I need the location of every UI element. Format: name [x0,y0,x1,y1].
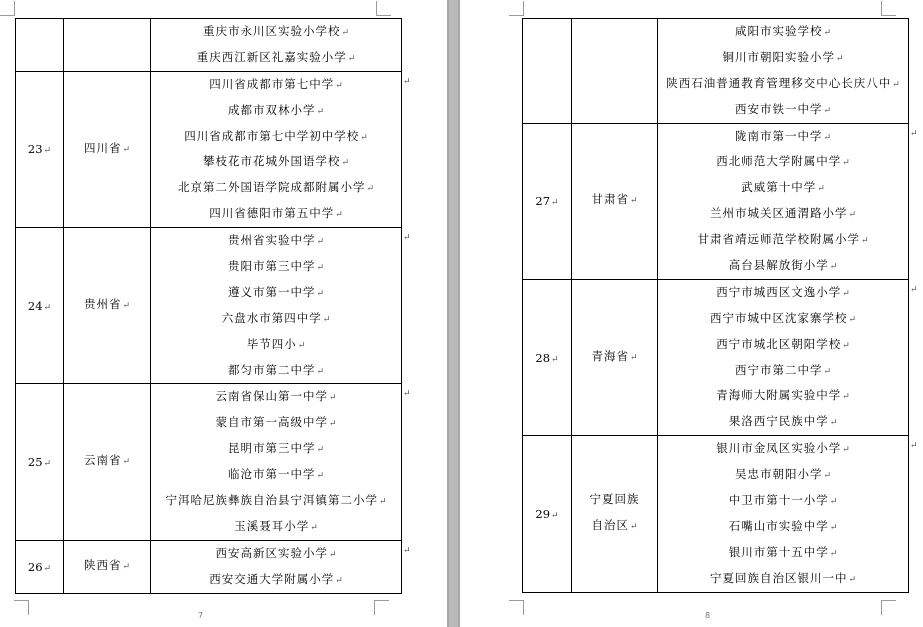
school-line [151,149,401,175]
crop-mark-bottom-left [14,600,29,615]
row-number: 27 [535,194,551,209]
paragraph-mark: ↵ [823,471,832,482]
paragraph-mark: ↵ [316,366,325,377]
paragraph-mark: ↵ [328,549,337,560]
school-name: 西宁市城中区沈家寨学校 [709,310,848,325]
school-line [658,45,908,71]
school-name: 四川省德阳市第五中学 [209,206,335,221]
paragraph-mark: ↵ [829,522,838,533]
province-cell [64,19,151,72]
paragraph-mark: ↵ [835,53,844,64]
school-line [658,514,908,540]
row-end-mark: ↵ [403,233,411,243]
school-name: 青海师大附属实验中学 [716,388,842,403]
province-name: 贵州省 [83,296,122,311]
paragraph-mark: ↵ [122,144,131,155]
row-end-mark: ↵ [910,285,918,295]
school-line [658,306,908,332]
crop-mark-top-right [881,1,896,16]
school-line [151,488,401,514]
crop-mark-bottom-left [509,600,524,615]
school-line [658,71,908,97]
paragraph-mark: ↵ [848,210,857,221]
province-name: 自治区 [591,517,629,532]
row-end-mark: ↵ [910,441,918,451]
school-line [658,280,908,306]
paragraph-mark: ↵ [842,392,850,403]
school-line [151,514,401,540]
paragraph-mark: ↵ [341,28,350,38]
school-name: 都匀市第二中学 [227,362,316,377]
school-line [658,462,908,488]
school-name: 兰州市城关区通渭路小学 [709,206,848,221]
paragraph-mark: ↵ [629,196,638,207]
school-line [151,98,401,124]
school-name: 贵州省实验中学 [227,233,316,248]
school-line [151,175,401,201]
school-name: 西安高新区实验小学 [215,545,328,560]
paragraph-mark: ↵ [43,459,52,470]
table-row [523,19,909,124]
paragraph-mark: ↵ [341,158,350,169]
province-name: 宁夏回族 [589,492,640,507]
school-line [658,97,908,123]
school-name: 银川市第十五中学 [728,544,829,559]
school-name: 陇南市第一中学 [734,128,823,143]
school-name: 陕西石油普通教育管理移交中心长庆八中 [666,75,892,90]
schools-cell [151,71,402,227]
school-line [658,19,908,45]
school-line [151,280,401,306]
school-name: 西宁市城北区朝阳学校 [716,336,842,351]
table-row [16,19,402,72]
table-row [523,436,909,592]
paragraph-mark: ↵ [842,288,850,299]
paragraph-mark: ↵ [366,184,375,195]
school-name: 石嘴山市实验中学 [728,518,829,533]
row-number: 25 [27,455,43,470]
paragraph-mark: ↵ [316,445,325,456]
school-line [151,436,401,462]
page-gutter [447,0,460,627]
school-line [658,383,908,409]
school-line [658,149,908,175]
school-name: 西宁市第二中学 [734,362,823,377]
school-name: 宁洱哈尼族彝族自治县宁洱镇第二小学 [165,493,378,508]
document-page-left [0,0,447,627]
school-line [658,540,908,566]
row-number-cell [523,19,572,124]
school-name: 西北师范大学附属中学 [716,154,842,169]
row-number-cell [523,436,572,592]
document-page-right [460,0,923,627]
paragraph-mark: ↵ [860,236,869,247]
paragraph-mark: ↵ [316,288,325,299]
school-name: 攀枝花市花城外国语学校 [202,154,341,169]
school-line [151,306,401,332]
province-cell [64,540,151,593]
schools-cell [658,19,909,124]
paragraph-mark: ↵ [347,53,356,64]
table-row [523,279,909,435]
row-number-cell [16,71,64,227]
province-name: 四川省 [83,140,122,155]
paragraph-mark: ↵ [316,237,325,248]
row-end-mark: ↵ [910,129,918,139]
paragraph-mark: ↵ [328,393,337,404]
province-name: 陕西省 [83,557,122,572]
school-name: 西安交通大学附属小学 [209,571,335,586]
paragraph-mark: ↵ [551,354,559,365]
school-name: 北京第二外国语学院成都附属小学 [177,180,366,195]
paragraph-mark: ↵ [823,366,832,377]
school-line [658,332,908,358]
schools-cell [151,228,402,384]
paragraph-mark: ↵ [43,563,52,574]
school-name: 高台县解放街小学 [728,258,829,273]
crop-mark-bottom-right [881,600,896,615]
school-name: 铜川市朝阳实验小学 [722,49,835,64]
province-cell [572,279,658,435]
school-line [658,488,908,514]
school-line [151,201,401,227]
row-number: 26 [27,559,43,574]
paragraph-mark: ↵ [829,497,838,508]
school-line [151,358,401,384]
page-number: 8 [705,611,711,620]
paragraph-mark: ↵ [848,314,857,325]
paragraph-mark: ↵ [316,471,325,482]
school-line [151,541,401,567]
paragraph-mark: ↵ [122,457,131,468]
school-line [658,253,908,279]
school-name: 临沧市第一中学 [227,467,316,482]
school-name: 四川省成都市第七中学 [209,76,335,91]
page-number: 7 [198,611,204,620]
school-name: 咸阳市实验学校 [734,24,823,38]
paragraph-mark: ↵ [823,105,832,116]
paragraph-mark: ↵ [829,262,838,273]
row-number: 29 [535,506,551,521]
paragraph-mark: ↵ [829,418,838,429]
school-line [151,462,401,488]
row-number: 24 [27,298,43,313]
school-line [658,436,908,462]
paragraph-mark: ↵ [335,80,343,91]
school-line [151,384,401,410]
province-cell [572,19,658,124]
crop-mark-top-right [376,1,391,16]
schools-cell [658,123,909,279]
school-name: 甘肃省靖远师范学校附属小学 [697,232,860,247]
school-line [151,72,401,98]
paragraph-mark: ↵ [629,352,638,363]
paragraph-mark: ↵ [310,522,318,533]
school-name: 四川省成都市第七中学初中学校 [184,128,360,143]
school-name: 西安市铁一中学 [734,101,823,116]
school-line [151,228,401,254]
school-line [658,124,908,150]
paragraph-mark: ↵ [551,198,559,209]
province-name: 青海省 [591,348,629,363]
table-row [523,123,909,279]
row-number: 23 [27,142,43,157]
paragraph-mark: ↵ [322,314,331,325]
school-name: 中卫市第十一小学 [728,493,829,508]
schools-cell [151,384,402,540]
school-line [658,175,908,201]
row-number: 28 [535,350,551,365]
paragraph-mark: ↵ [848,574,857,585]
school-line [151,124,401,150]
school-line [658,409,908,435]
paragraph-mark: ↵ [823,28,832,38]
schools-cell [151,540,402,593]
paragraph-mark: ↵ [43,146,52,157]
paragraph-mark: ↵ [328,419,337,430]
school-name: 果洛西宁民族中学 [728,414,829,429]
school-line [151,45,401,71]
province-cell [572,123,658,279]
crop-mark-top-left [0,1,15,16]
paragraph-mark: ↵ [817,184,825,195]
schools-table-right [522,18,909,593]
paragraph-mark: ↵ [297,340,306,351]
paragraph-mark: ↵ [122,300,131,311]
paragraph-mark: ↵ [316,106,325,117]
school-name: 重庆西江新区礼嘉实验小学 [196,49,347,64]
school-name: 武威第十中学 [741,180,817,195]
row-number-cell [16,384,64,540]
schools-cell [658,279,909,435]
paragraph-mark: ↵ [823,132,832,143]
table-row [16,540,402,593]
paragraph-mark: ↵ [335,575,343,586]
school-name: 重庆市永川区实验小学校 [202,24,341,38]
row-number-cell [523,123,572,279]
paragraph-mark: ↵ [43,302,52,313]
province-cell [572,436,658,592]
row-number-cell [16,540,64,593]
row-end-mark: ↵ [403,389,411,399]
paragraph-mark: ↵ [551,510,559,521]
school-name: 银川市金凤区实验小学 [716,441,842,456]
province-cell [64,384,151,540]
row-number-cell [523,279,572,435]
school-line [151,254,401,280]
school-line [658,227,908,253]
row-end-mark: ↵ [403,77,411,87]
school-line [658,566,908,592]
paragraph-mark: ↵ [629,521,638,532]
school-name: 蒙自市第一高级中学 [215,415,328,430]
schools-table-left [15,18,402,594]
province-name: 云南省 [83,453,122,468]
schools-cell [151,19,402,72]
school-name: 成都市双林小学 [227,102,316,117]
row-number-cell [16,228,64,384]
table-row [16,228,402,384]
school-name: 贵阳市第三中学 [227,259,316,274]
school-name: 遵义市第一中学 [227,284,316,299]
paragraph-mark: ↵ [360,132,368,143]
paragraph-mark: ↵ [892,79,900,90]
row-number-cell [16,19,64,72]
school-name: 玉溪聂耳小学 [234,518,310,533]
school-line [151,332,401,358]
school-name: 西宁市城西区文逸小学 [716,284,842,299]
row-end-mark: ↵ [403,546,411,556]
school-line [151,19,401,45]
school-line [151,567,401,593]
paragraph-mark: ↵ [842,158,850,169]
province-cell [64,228,151,384]
school-name: 吴忠市朝阳小学 [734,467,823,482]
school-line [658,358,908,384]
paragraph-mark: ↵ [829,548,838,559]
paragraph-mark: ↵ [335,210,343,221]
table-row [16,71,402,227]
school-name: 毕节四小 [246,336,297,351]
school-name: 云南省保山第一中学 [215,389,328,404]
crop-mark-bottom-right [374,600,389,615]
paragraph-mark: ↵ [842,340,850,351]
schools-cell [658,436,909,592]
school-line [658,201,908,227]
province-cell [64,71,151,227]
crop-mark-top-left [509,1,524,16]
school-name: 昆明市第三中学 [227,441,316,456]
school-name: 宁夏回族自治区银川一中 [709,570,848,585]
paragraph-mark: ↵ [316,263,325,274]
paragraph-mark: ↵ [842,445,850,456]
school-name: 六盘水市第四中学 [221,310,322,325]
paragraph-mark: ↵ [122,561,131,572]
school-line [151,410,401,436]
paragraph-mark: ↵ [378,497,387,508]
table-row [16,384,402,540]
province-name: 甘肃省 [591,192,629,207]
